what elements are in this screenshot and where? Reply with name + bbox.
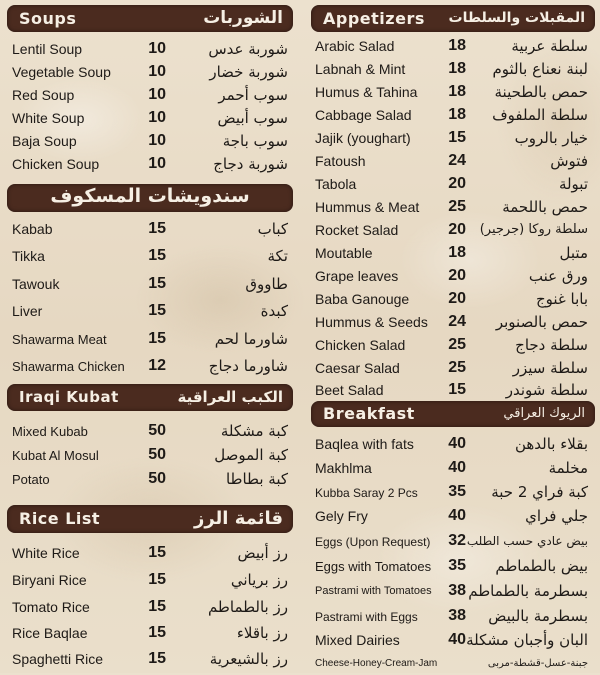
item-name: Lentil Soup [12,41,83,57]
item-price: 15 [148,330,166,347]
item-name: White Rice [12,545,80,561]
menu-item [0,648,300,670]
menu-item [0,245,300,267]
item-price: 15 [148,624,166,641]
item-arabic-name: رز بالطماطم [207,598,288,616]
item-name: Hummus & Meat [315,199,420,215]
footnote-en: Cheese-Honey-Cream-Jam [315,658,438,669]
menu-item [0,420,300,442]
item-name: Kubat Al Mosul [12,448,99,463]
item-arabic-name: رز أبيض [237,544,288,562]
menu-item [300,457,600,479]
item-name: Liver [12,303,43,319]
item-name: Hummus & Seeds [315,314,428,330]
menu-item [300,104,600,126]
item-arabic-name: سلطة الملفوف [492,106,588,124]
breakfast-header [311,401,595,427]
item-name: Pastrami with Tomatoes [315,585,432,597]
menu-item [300,173,600,195]
item-name: Beet Salad [315,382,384,398]
rice-list-title-en: Rice List [19,509,101,528]
menu-item [0,569,300,591]
item-arabic-name: كباب [257,220,288,238]
menu-item [0,622,300,644]
item-price: 25 [448,198,466,215]
item-name: Biryani Rice [12,572,87,588]
item-price: 32 [448,532,466,549]
item-arabic-name: شاورما دجاج [208,357,288,375]
item-arabic-name: تكة [267,247,288,265]
breakfast-title-ar: الريوك العراقي [503,406,585,421]
menu-item [300,481,600,503]
item-price: 24 [448,313,466,330]
item-name: Jajik (youghart) [315,130,411,146]
item-price: 15 [148,302,166,319]
item-price: 12 [148,357,166,374]
item-name: Shawarma Chicken [12,359,125,374]
item-price: 25 [448,336,466,353]
menu-item [0,273,300,295]
item-name: Pastrami with Eggs [315,610,418,624]
item-arabic-name: متبل [559,244,588,262]
item-price: 10 [148,155,166,172]
menu-item [0,355,300,377]
menu-item [300,505,600,527]
item-arabic-name: سلطة دجاج [515,336,588,354]
item-name: Cabbage Salad [315,107,412,123]
item-arabic-name: بابا غنوج [535,290,588,308]
item-price: 40 [448,435,466,452]
menu-item [300,265,600,287]
item-price: 50 [148,446,166,463]
menu-item [300,242,600,264]
item-arabic-name: سلطة روكا (جرجير) [479,222,588,237]
menu-item [300,379,600,401]
item-arabic-name: خيار بالروب [514,129,588,147]
item-arabic-name: كبة فراي 2 حبة [491,483,588,501]
item-price: 15 [148,220,166,237]
item-name: Gely Fry [315,508,368,524]
item-price: 25 [448,359,466,376]
item-name: Mixed Dairies [315,632,400,648]
menu-item [0,596,300,618]
item-name: Makhlma [315,460,372,476]
item-arabic-name: كبة مشكلة [220,422,288,440]
menu-item [0,61,300,83]
item-arabic-name: رز برياني [230,571,288,589]
item-name: Rocket Salad [315,222,399,238]
menu-item [300,433,600,455]
item-arabic-name: مخلمة [548,459,588,477]
item-name: Labnah & Mint [315,61,406,77]
menu-item [300,530,600,552]
item-price: 18 [448,83,466,100]
item-arabic-name: حمص باللحمة [502,198,588,216]
soups-title-en: Soups [19,9,77,28]
item-name: Grape leaves [315,268,399,284]
item-arabic-name: بسطرمة بالبيض [488,607,588,625]
appetizers-title-en: Appetizers [323,9,425,28]
item-arabic-name: بيض بالطماطم [495,557,588,575]
item-name: Chicken Salad [315,337,406,353]
item-price: 24 [448,152,466,169]
item-arabic-name: رز بالشيعرية [209,650,288,668]
item-price: 15 [148,598,166,615]
item-price: 20 [448,221,466,238]
item-price: 40 [448,507,466,524]
menu-item [0,107,300,129]
item-name: Shawarma Meat [12,332,107,347]
item-arabic-name: حمص بالطحينة [494,83,588,101]
item-name: Tikka [12,248,45,264]
item-arabic-name: سلطة عربية [511,37,588,55]
item-price: 20 [448,290,466,307]
item-name: Baja Soup [12,133,77,149]
menu-item [300,35,600,57]
menu-item [300,605,600,627]
soups-title-ar: الشوربات [203,8,283,28]
item-arabic-name: فتوش [550,152,588,170]
item-price: 15 [148,571,166,588]
menu-item [0,153,300,175]
item-price: 15 [148,247,166,264]
item-price: 18 [448,244,466,261]
menu-item [300,334,600,356]
menu-item [300,150,600,172]
item-price: 50 [148,422,166,439]
item-arabic-name: سوب أبيض [217,109,288,127]
item-arabic-name: شوربة عدس [208,40,288,58]
item-name: Eggs with Tomatoes [315,559,432,574]
item-name: Rice Baqlae [12,625,88,641]
item-name: Baqlea with fats [315,436,414,452]
item-price: 15 [448,381,466,398]
item-arabic-name: سلطة شوندر [505,381,588,399]
menu-item [300,81,600,103]
item-price: 35 [448,483,466,500]
item-name: Spaghetti Rice [12,651,104,667]
menu-item [300,629,600,651]
item-name: Red Soup [12,87,75,103]
item-arabic-name: البان وأجبان مشكلة [466,631,588,649]
item-price: 40 [448,631,466,648]
item-price: 15 [148,275,166,292]
item-name: Kubba Saray 2 Pcs [315,486,418,500]
item-name: Mixed Kubab [12,424,88,439]
menu-item [300,580,600,602]
item-price: 40 [448,459,466,476]
item-arabic-name: بيض عادي حسب الطلب [466,534,588,548]
item-price: 10 [148,109,166,126]
menu-item [0,444,300,466]
item-name: Tawouk [12,276,60,292]
item-price: 10 [148,40,166,57]
menu-item [300,288,600,310]
item-arabic-name: سلطة سيزر [512,359,588,377]
item-price: 35 [448,557,466,574]
item-name: Kabab [12,221,53,237]
item-name: Arabic Salad [315,38,395,54]
iraqi-kubat-header [7,384,293,411]
menu-item [300,311,600,333]
item-name: Humus & Tahina [315,84,418,100]
menu-item [300,555,600,577]
menu-item [300,357,600,379]
item-arabic-name: رز باقلاء [236,624,288,642]
item-price: 50 [148,470,166,487]
item-price: 10 [148,63,166,80]
soups-header [7,5,293,32]
menu-item [0,468,300,490]
item-price: 15 [148,544,166,561]
menu-item [300,127,600,149]
item-arabic-name: سوب أحمر [218,86,288,104]
menu-item [0,300,300,322]
item-name: Potato [12,472,50,487]
item-arabic-name: ورق عنب [528,267,588,285]
menu-item [0,130,300,152]
appetizers-header [311,5,595,32]
item-name: Eggs (Upon Request) [315,535,431,549]
item-arabic-name: شاورما لحم [214,330,288,348]
item-price: 18 [448,37,466,54]
breakfast-footnote [300,653,600,675]
item-name: Vegetable Soup [12,64,111,80]
rice-list-header [7,505,293,533]
sandwiches-header [7,184,293,212]
item-arabic-name: بسطرمة بالطماطم [468,582,588,600]
item-arabic-name: كبة الموصل [214,446,288,464]
menu-item [0,328,300,350]
item-price: 20 [448,175,466,192]
sandwiches-title-ar: سندويشات المسكوف [50,185,250,207]
menu-item [300,196,600,218]
appetizers-title-ar: المقبلات والسلطات [448,10,585,26]
iraqi-kubat-title-en: Iraqi Kubat [19,388,119,406]
item-arabic-name: جلي فراي [525,507,588,525]
item-price: 38 [448,607,466,624]
item-name: Tomato Rice [12,599,90,615]
item-price: 15 [448,129,466,146]
iraqi-kubat-title-ar: الكبب العراقية [177,388,283,406]
item-arabic-name: كبة بطاطا [225,470,288,488]
item-price: 10 [148,132,166,149]
menu-item [0,84,300,106]
item-arabic-name: كبدة [260,302,288,320]
item-arabic-name: تبولة [558,175,588,193]
item-price: 10 [148,86,166,103]
item-name: Chicken Soup [12,156,100,172]
item-arabic-name: حمص بالصنوبر [495,313,588,331]
item-price: 15 [148,650,166,667]
item-price: 18 [448,60,466,77]
item-arabic-name: طاووق [245,275,288,293]
item-arabic-name: شوربة دجاج [213,155,288,173]
item-name: Tabola [315,176,357,192]
menu-item [0,218,300,240]
menu-item [300,219,600,241]
menu-item [0,542,300,564]
item-price: 18 [448,106,466,123]
item-arabic-name: بقلاء بالدهن [514,435,588,453]
item-name: Moutable [315,245,373,261]
item-arabic-name: سوب باجة [222,132,288,150]
rice-list-title-ar: قائمة الرز [193,508,283,529]
menu-item [300,58,600,80]
item-name: White Soup [12,110,85,126]
item-price: 38 [448,582,466,599]
breakfast-title-en: Breakfast [323,404,415,423]
footnote-ar: جبنة-عسل-قشطة-مربى [487,658,588,669]
item-price: 20 [448,267,466,284]
item-name: Caesar Salad [315,360,400,376]
item-arabic-name: شوربة خضار [209,63,288,81]
menu-item [0,38,300,60]
item-arabic-name: لبنة نعناع بالثوم [492,60,588,78]
item-name: Baba Ganouge [315,291,410,307]
item-name: Fatoush [315,153,366,169]
